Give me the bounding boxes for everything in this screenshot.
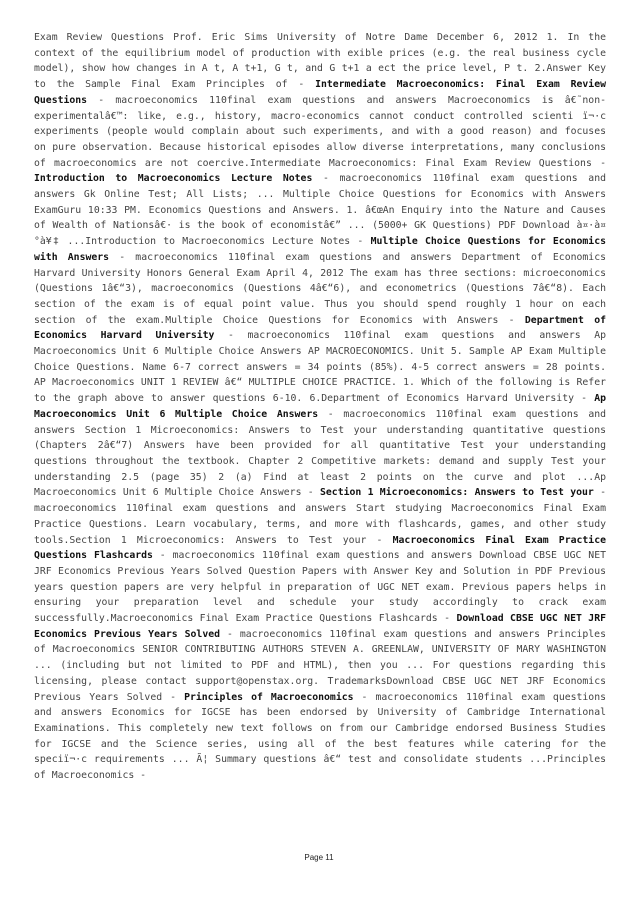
bold-heading: Principles of Macroeconomics [184,691,354,703]
body-segment: Exam Review Questions Prof. Eric Sims University of Notre Dame December 6, 2012 1. In the context of the equilibrium model of production with exible prices (e.g. the real business cycle model), show how changes in A t, A t+1, G t, and G t+1 a ect the price level, P t. 2.Answer Key to the Sample Final Exam Principles of - [34,32,606,91]
body-segment: - macroeconomics 110final exam questions and answers Economics for IGCSE has been endorsed by University of Cambridge International Examinations. This completely new text follows on from our Cambridge endorsed Business Studies for IGCSE and the Science series, using all of the best features while catering for the speciï¬·c requirements ... Ã¦ Summary questions â€“ test and consolidate students ...Principles of Macroeconomics - [34,691,607,782]
bold-heading: Department of Economics Harvard University [34,314,606,342]
body-segment: - macroeconomics 110final exam questions and answers Download CBSE UGC NET JRF Economics Previous Years Solved Question Papers with Answer Key and Solution in PDF Previous years question papers are very helpful in preparation of UGC NET exam. Previous papers helps in ensuring your preparation level and schedule your study accordingly to crack exam successfully.Macroeconomics Final Exam Practice Questions Flashcards - [34,550,606,625]
body-segment: - macroeconomics 110final exam questions and answers Principles of Macroeconomics SENIOR CONTRIBUTING AUTHORS STEVEN A. GREENLAW, UNIVERSITY OF MARY WASHINGTON ... (including but not limited to PDF and HTML), then you ... For questions regarding this licensing, please contact support@openstax.org. TrademarksDownload CBSE UGC NET JRF Economics Previous Years Solved - [34,628,606,703]
body-text [34,30,606,784]
bold-heading: Multiple Choice Questions for Economics with Answers [34,236,606,263]
page-number: Page 11 [304,853,334,862]
body-segment: - macroeconomics 110final exam questions and answers Macroeconomics is â€˜non-experimentalâ€™: like, e.g., history, macro-economics cannot conduct controlled scienti ï¬·c experiments (people would complain about such experiments, and with a good reason) and focuses on pure observation. Because historical episodes allow diverse interpretations, many conclusions of macroeconomics are not coercive.Intermediate Macroeconomics: Final Exam Review Questions - [34,94,606,169]
bold-heading: Intermediate Macroeconomics: Final Exam Review Questions [34,79,606,106]
bold-heading: Section 1 Microeconomics: Answers to Test your [320,487,594,499]
bold-heading: Introduction to Macroeconomics Lecture Notes [34,173,313,185]
body-segment: - macroeconomics 110final exam questions and answers Gk Online Test; All Lists; ... Multiple Choice Questions for Economics with Answers ExamGuru 10:33 PM. Economics Questions and Answers. 1. â€œAn Enquiry into the Nature and Causes of Wealth of Nationsâ€· is the book of economistâ€” ... (5000+ GK Questions) PDF Download à¤·à¤°à¥‡ ...Introduction to Macroeconomics Lecture Notes - [34,173,606,248]
body-segment: - macroeconomics 110final exam questions and answers Section 1 Microeconomics: Answers to Test your understanding quantitative questions (Chapters 2â€“7) Answers have been provided for all quantitative Test your understanding questions throughout the textbook. Chapter 2 Competitive markets: demand and supply Test your understanding 2.5 (page 35) 2 (a) Find at least 2 points on the curve and plot ...Ap Macroeconomics Unit 6 Multiple Choice Answers - [34,408,607,499]
body-segment: - macroeconomics 110final exam questions and answers Start studying Macroeconomics Final Exam Practice Questions. Learn vocabulary, terms, and more with flashcards, games, and other study tools.Section 1 Microeconomics: Answers to Test your - [34,487,607,546]
bold-heading: Macroeconomics Final Exam Practice Questions Flashcards [34,534,606,562]
body-segment: - macroeconomics 110final exam questions and answers Department of Economics Harvard University Honors General Exam April 4, 2012 The exam has three sections: microeconomics (Questions 1â€“3), macroeconomics (Questions 4â€“6), and econometrics (Questions 7â€“8). Each section of the exam is of equal point value. Thus you should spend roughly 1 hour on each section of the exam.Multiple Choice Questions for Economics with Answers - [34,251,606,326]
body-segment: - macroeconomics 110final exam questions and answers Ap Macroeconomics Unit 6 Multiple Choice Answers AP MACROECONOMICS. Unit 5. Sample AP Exam Multiple Choice Questions. Name 6-7 correct answers = 34 points (85%). 4-5 correct answers = 28 points. AP Macroeconomics UNIT 1 REVIEW â€“ MULTIPLE CHOICE PRACTICE. 1. Which of the following is Refer to the graph above to answer questions 6-10. 6.Department of Economics Harvard University - [34,330,606,405]
bold-heading: Ap Macroeconomics Unit 6 Multiple Choice Answers [34,393,606,420]
bold-heading: Download CBSE UGC NET JRF Economics Previous Years Solved [34,613,606,640]
